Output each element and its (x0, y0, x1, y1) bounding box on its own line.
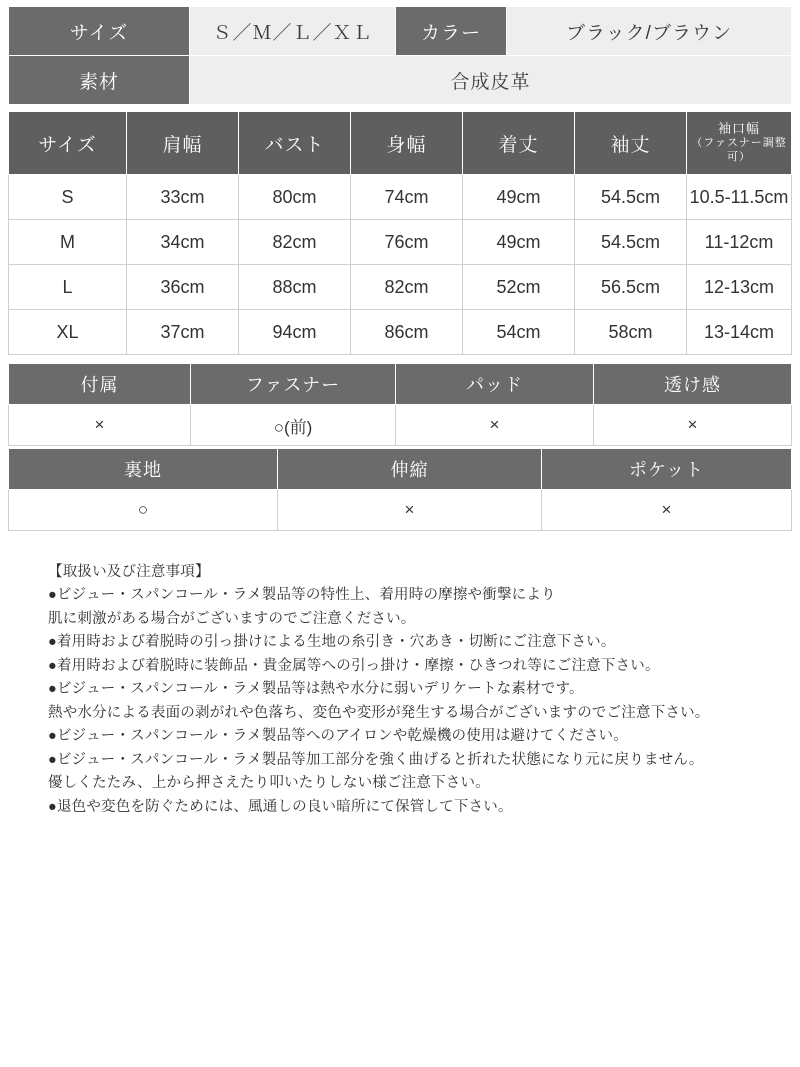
col-header-cuffwidth (687, 112, 792, 175)
detail-header-pocket: ポケット (542, 449, 792, 490)
detail-value-pad: × (396, 405, 594, 446)
cell-cuffwidth: 11-12cm (687, 220, 792, 265)
cell-length: 54cm (463, 310, 575, 355)
detail-value-accessory: × (9, 405, 191, 446)
cell-bust: 94cm (239, 310, 351, 355)
cell-bodywidth: 74cm (351, 175, 463, 220)
cell-length: 52cm (463, 265, 575, 310)
table-header-row (9, 364, 792, 405)
cell-cuffwidth: 10.5-11.5cm (687, 175, 792, 220)
size-measurement-table (8, 111, 792, 355)
cell-bust: 80cm (239, 175, 351, 220)
cell-sleeve: 54.5cm (575, 175, 687, 220)
table-header-row (9, 112, 792, 175)
spec-label-size: サイズ (9, 7, 190, 56)
detail-header-lining: 裏地 (9, 449, 278, 490)
table-row (9, 310, 792, 355)
col-header-bodywidth: 身幅 (351, 112, 463, 175)
cell-shoulder: 34cm (127, 220, 239, 265)
cell-bodywidth: 82cm (351, 265, 463, 310)
detail-header-accessory: 付属 (9, 364, 191, 405)
detail-value-stretch: × (278, 490, 542, 531)
notes-line: ●ビジュー・スパンコール・ラメ製品等加工部分を強く曲げると折れた状態になり元に戻りません。 (48, 751, 704, 768)
spec-label-color: カラー (396, 7, 507, 56)
cell-shoulder: 36cm (127, 265, 239, 310)
detail-header-sheerness: 透け感 (594, 364, 792, 405)
detail-header-zipper: ファスナー (191, 364, 396, 405)
detail-table-primary (8, 363, 792, 446)
table-row (9, 175, 792, 220)
table-row (9, 220, 792, 265)
table-header-row (9, 449, 792, 490)
cell-length: 49cm (463, 220, 575, 265)
cell-bodywidth: 86cm (351, 310, 463, 355)
spec-value-size: Ｓ／Ｍ／Ｌ／ＸＬ (190, 7, 396, 56)
cell-cuffwidth: 13-14cm (687, 310, 792, 355)
notes-line: ●退色や変色を防ぐためには、風通しの良い暗所にて保管して下さい。 (48, 798, 513, 815)
size-row-label: M (9, 220, 127, 265)
detail-value-zipper: ○(前) (191, 405, 396, 446)
col-header-cuffwidth-sub: （ファスナー調整可） (691, 137, 787, 164)
size-row-label: S (9, 175, 127, 220)
detail-value-lining: ○ (9, 490, 278, 531)
table-row (9, 56, 792, 105)
notes-line: ●ビジュー・スパンコール・ラメ製品等は熱や水分に弱いデリケートな素材です。 (48, 681, 584, 698)
size-row-label: L (9, 265, 127, 310)
spec-table (8, 6, 792, 105)
cell-bust: 88cm (239, 265, 351, 310)
detail-value-sheerness: × (594, 405, 792, 446)
cell-sleeve: 58cm (575, 310, 687, 355)
spec-label-material: 素材 (9, 56, 190, 105)
care-notes (8, 561, 792, 819)
col-header-cuffwidth-main: 袖口幅 (717, 121, 760, 137)
table-row (9, 490, 792, 531)
table-row (9, 7, 792, 56)
spec-value-material: 合成皮革 (190, 56, 792, 105)
cell-bodywidth: 76cm (351, 220, 463, 265)
table-row (9, 265, 792, 310)
cell-bust: 82cm (239, 220, 351, 265)
col-header-size: サイズ (9, 112, 127, 175)
col-header-length: 着丈 (463, 112, 575, 175)
notes-line: ●着用時および着脱時の引っ掛けによる生地の糸引き・穴あき・切断にご注意下さい。 (48, 634, 616, 651)
size-row-label: XL (9, 310, 127, 355)
cell-length: 49cm (463, 175, 575, 220)
detail-header-stretch: 伸縮 (278, 449, 542, 490)
table-row (9, 405, 792, 446)
detail-header-pad: パッド (396, 364, 594, 405)
cell-sleeve: 56.5cm (575, 265, 687, 310)
notes-line: ●ビジュー・スパンコール・ラメ製品等の特性上、着用時の摩擦や衝撃により (48, 587, 556, 604)
notes-line: 優しくたたみ、上から押さえたり叩いたりしない様ご注意下さい。 (48, 775, 490, 792)
cell-shoulder: 33cm (127, 175, 239, 220)
cell-cuffwidth: 12-13cm (687, 265, 792, 310)
notes-line: 肌に刺激がある場合がございますのでご注意ください。 (48, 610, 416, 627)
notes-line: 熱や水分による表面の剥がれや色落ち、変色や変形が発生する場合がございますのでご注意下さい。 (48, 704, 710, 721)
detail-value-pocket: × (542, 490, 792, 531)
cell-shoulder: 37cm (127, 310, 239, 355)
notes-line: ●ビジュー・スパンコール・ラメ製品等へのアイロンや乾燥機の使用は避けてください。 (48, 728, 628, 745)
col-header-sleeve: 袖丈 (575, 112, 687, 175)
notes-title: 【取扱い及び注意事項】 (48, 564, 210, 580)
spec-value-color: ブラック/ブラウン (507, 7, 792, 56)
notes-line: ●着用時および着脱時に装飾品・貴金属等への引っ掛け・摩擦・ひきつれ等にご注意下さい。 (48, 657, 660, 674)
col-header-shoulder: 肩幅 (127, 112, 239, 175)
detail-table-secondary (8, 448, 792, 531)
col-header-bust: バスト (239, 112, 351, 175)
cell-sleeve: 54.5cm (575, 220, 687, 265)
